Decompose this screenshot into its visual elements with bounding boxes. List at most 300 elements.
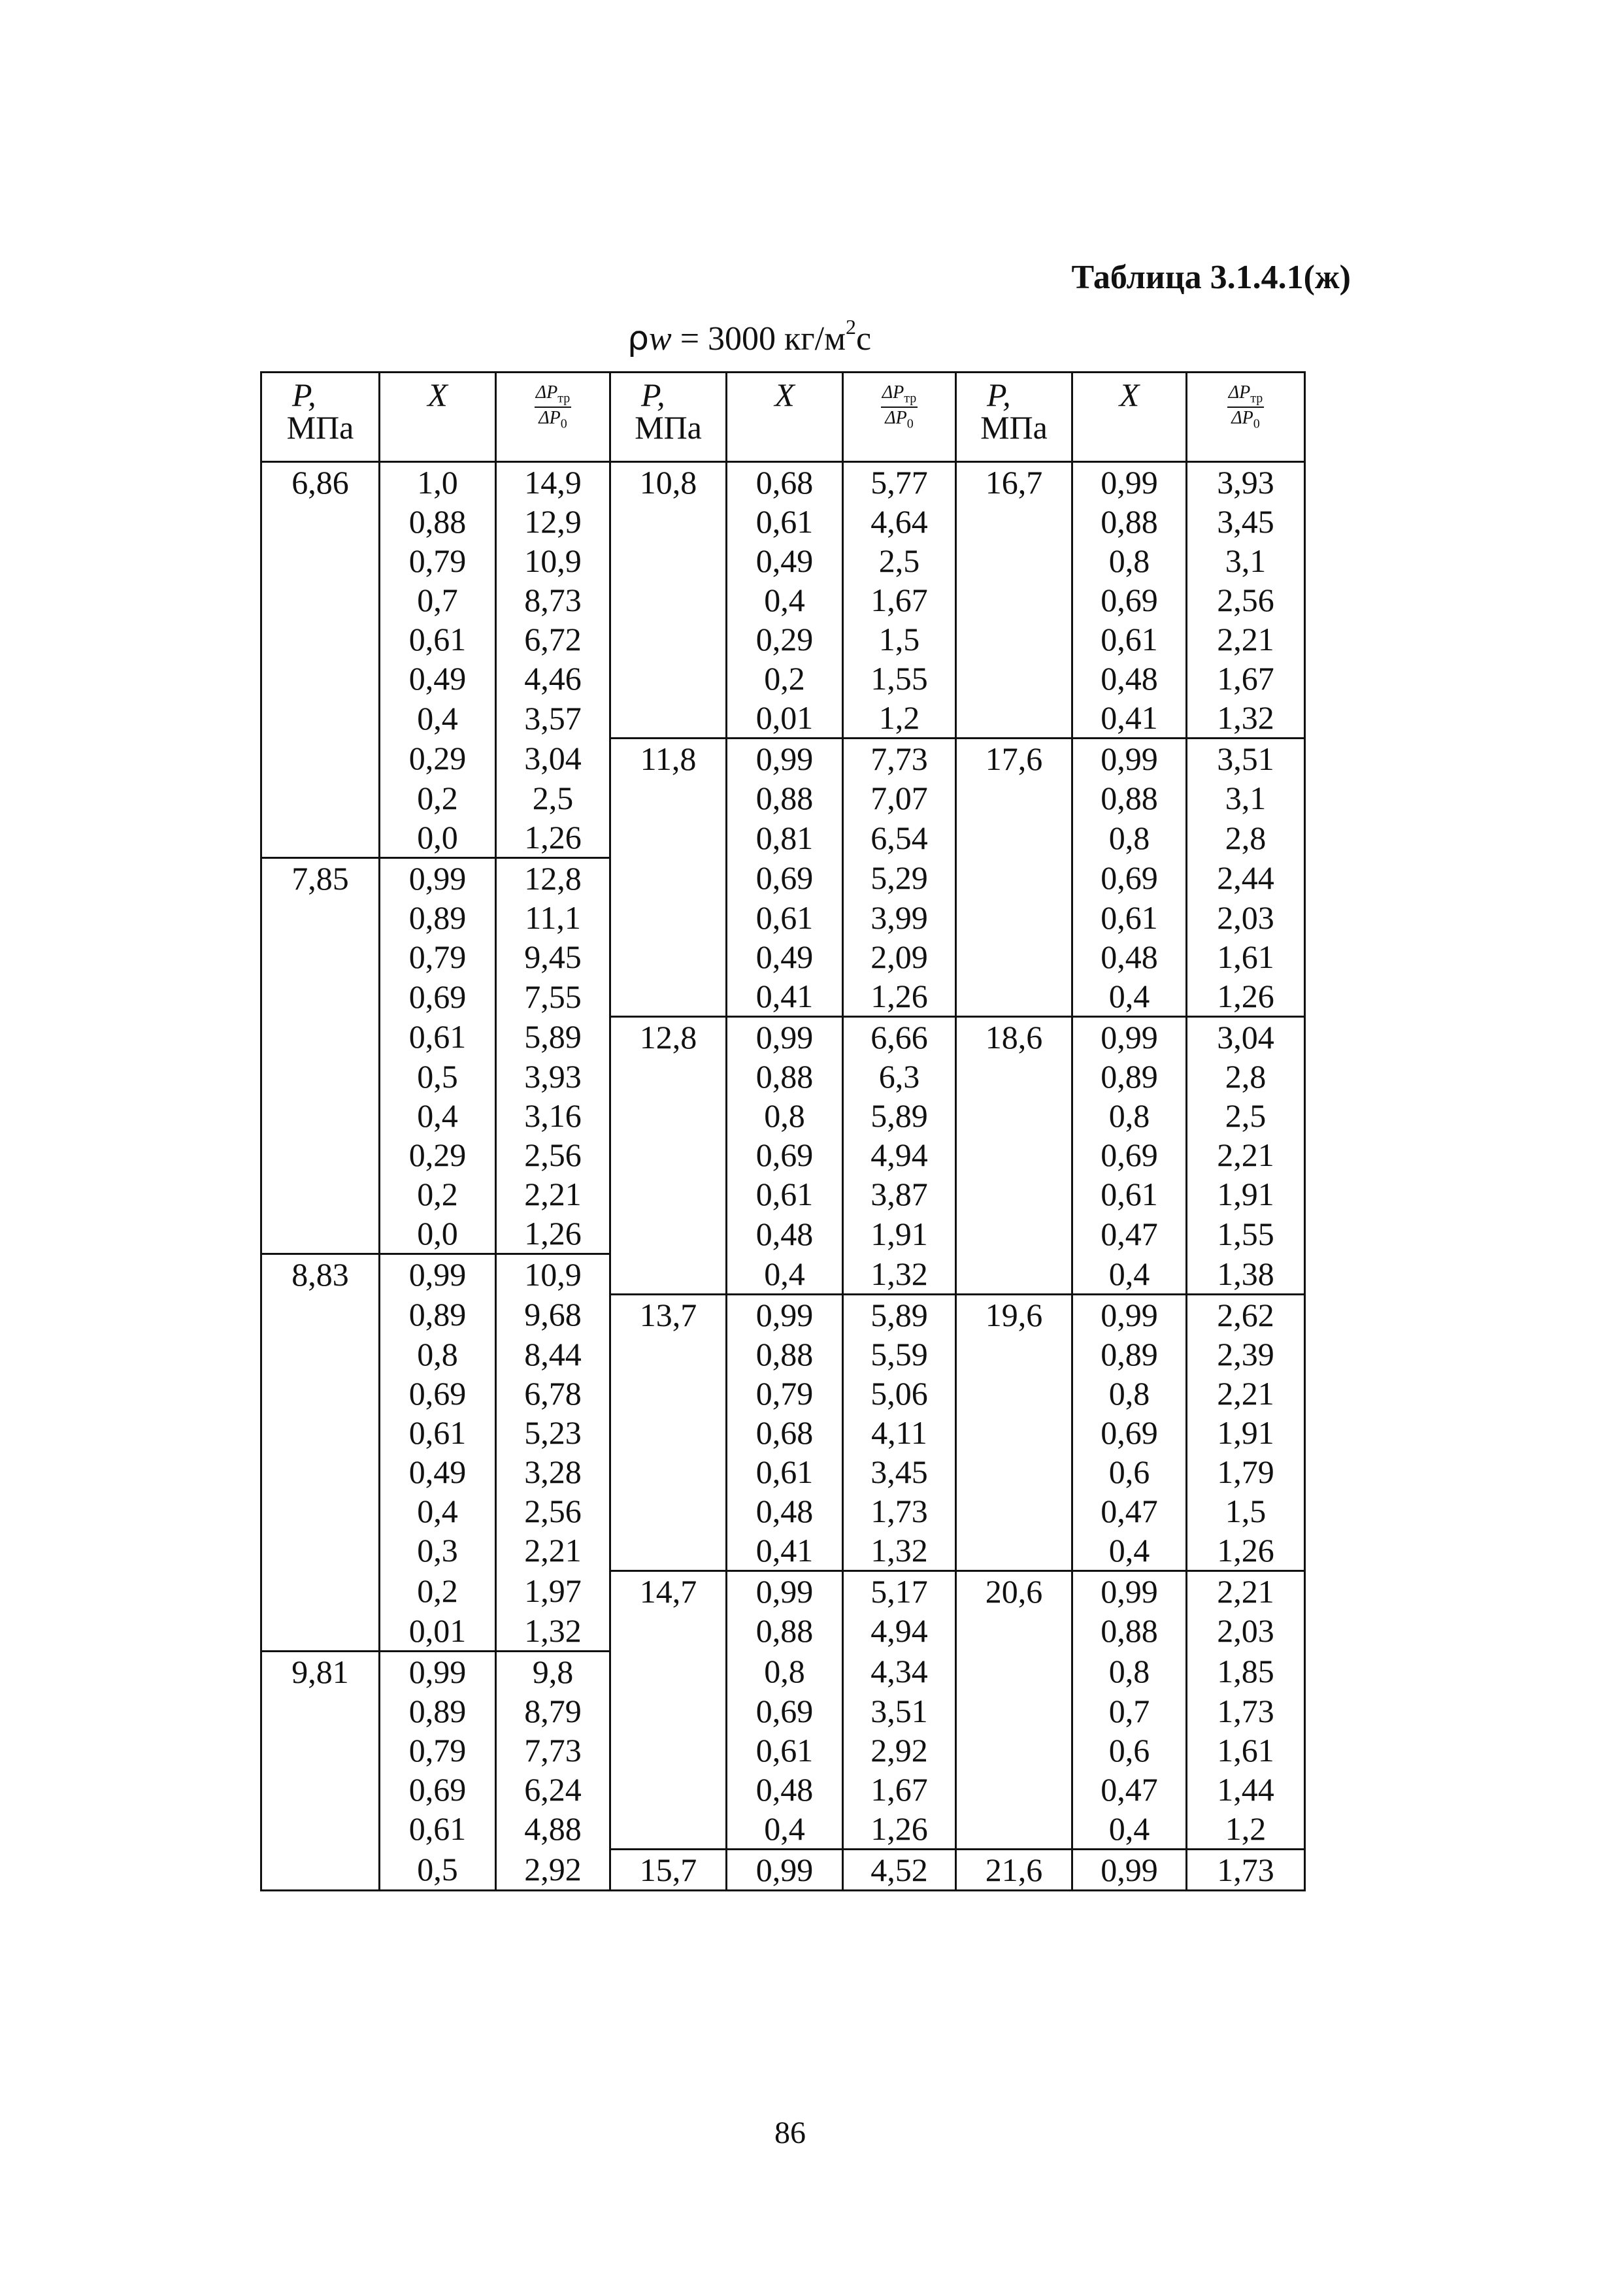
table-cell: 1,91	[1187, 1174, 1305, 1214]
table-cell: 0,41	[727, 976, 843, 1017]
table-cell	[956, 1491, 1072, 1531]
table-cell: 0,88	[727, 778, 843, 818]
table-cell: 2,92	[843, 1731, 956, 1770]
table-cell	[956, 1809, 1072, 1850]
table-cell: 0,61	[380, 1413, 496, 1452]
table-cell: 0,61	[380, 1017, 496, 1057]
table-cell	[956, 1611, 1072, 1652]
table-cell: 0,99	[1072, 1571, 1187, 1611]
table-cell: 0,41	[727, 1531, 843, 1571]
table-cell	[610, 1135, 727, 1174]
table-cell	[956, 1531, 1072, 1571]
table-cell: 0,48	[1072, 937, 1187, 976]
table-cell	[261, 1413, 380, 1452]
table-cell: 3,1	[1187, 541, 1305, 580]
table-cell: 2,56	[496, 1135, 610, 1174]
table-cell: 1,55	[843, 659, 956, 698]
table-cell	[261, 1374, 380, 1413]
table-cell: 0,7	[380, 580, 496, 620]
table-cell: 3,51	[1187, 739, 1305, 779]
table-cell	[956, 620, 1072, 659]
table-cell	[261, 541, 380, 580]
table-cell: 1,32	[496, 1611, 610, 1652]
table-cell: 1,26	[843, 976, 956, 1017]
table-row	[261, 1770, 1305, 1809]
table-cell: 0,99	[1072, 462, 1187, 503]
table-cell: 14,7	[610, 1571, 727, 1611]
table-cell: 0,5	[380, 1849, 496, 1890]
table-cell: 1,26	[496, 818, 610, 858]
header-ratio	[1187, 373, 1305, 462]
ratio-numerator: ΔP	[882, 382, 904, 403]
table-cell	[610, 1809, 727, 1850]
table-cell	[956, 541, 1072, 580]
table-cell: 2,03	[1187, 898, 1305, 937]
table-cell: 5,89	[843, 1294, 956, 1335]
table-cell	[956, 698, 1072, 739]
table-row	[261, 580, 1305, 620]
mass-flux-unit-tail: с	[855, 320, 872, 357]
table-cell	[956, 778, 1072, 818]
table-cell: 0,89	[1072, 1057, 1187, 1096]
table-cell: 0,8	[1072, 1651, 1187, 1691]
table-cell	[956, 1214, 1072, 1254]
table-cell: 0,69	[380, 1770, 496, 1809]
table-cell: 0,99	[1072, 739, 1187, 779]
table-cell	[261, 1294, 380, 1335]
table-cell: 16,7	[956, 462, 1072, 503]
table-cell	[956, 1135, 1072, 1174]
table-cell	[261, 1452, 380, 1491]
w-symbol: w	[649, 320, 672, 357]
table-row	[261, 462, 1305, 503]
table-cell: 0,4	[727, 1809, 843, 1850]
table-cell	[261, 698, 380, 739]
friction-ratio-table	[260, 371, 1306, 1891]
table-cell: 0,0	[380, 1214, 496, 1254]
header-pressure-symbol: P,	[987, 376, 1011, 413]
table-cell	[261, 1096, 380, 1135]
table-cell	[610, 976, 727, 1017]
table-row	[261, 1096, 1305, 1135]
table-row	[261, 1651, 1305, 1691]
table-cell: 0,29	[380, 1135, 496, 1174]
table-cell	[956, 898, 1072, 937]
table-cell: 6,78	[496, 1374, 610, 1413]
table-row	[261, 698, 1305, 739]
table-cell: 0,8	[1072, 1374, 1187, 1413]
table-row	[261, 1294, 1305, 1335]
table-cell	[610, 1731, 727, 1770]
table-cell: 0,69	[1072, 858, 1187, 899]
table-cell: 1,0	[380, 462, 496, 503]
table-cell: 3,04	[1187, 1017, 1305, 1057]
table-cell: 1,2	[843, 698, 956, 739]
table-cell: 3,16	[496, 1096, 610, 1135]
mass-flux-exponent: 2	[845, 315, 856, 339]
table-row	[261, 1611, 1305, 1652]
table-cell: 0,8	[727, 1651, 843, 1691]
table-cell: 0,5	[380, 1057, 496, 1096]
table-cell	[261, 937, 380, 976]
header-pressure-unit: МПа	[980, 409, 1048, 446]
table-cell: 0,2	[380, 778, 496, 818]
header-ratio	[496, 373, 610, 462]
table-cell	[261, 1571, 380, 1611]
table-cell	[261, 778, 380, 818]
table-cell	[610, 1096, 727, 1135]
table-cell	[261, 1335, 380, 1374]
table-cell: 0,88	[1072, 502, 1187, 541]
table-cell	[261, 580, 380, 620]
table-cell: 0,49	[380, 659, 496, 698]
table-cell	[956, 976, 1072, 1017]
table-row	[261, 976, 1305, 1017]
table-cell	[261, 739, 380, 779]
table-cell: 7,07	[843, 778, 956, 818]
table-cell: 0,01	[727, 698, 843, 739]
table-cell	[261, 1849, 380, 1890]
ratio-numerator-sub: тр	[1250, 391, 1263, 406]
table-row	[261, 1491, 1305, 1531]
header-quality-symbol: X	[1119, 376, 1140, 413]
table-cell: 0,89	[380, 898, 496, 937]
table-cell	[261, 1691, 380, 1731]
table-cell: 2,8	[1187, 1057, 1305, 1096]
table-cell: 0,99	[727, 1571, 843, 1611]
table-row	[261, 1531, 1305, 1571]
table-cell: 2,44	[1187, 858, 1305, 899]
table-cell: 0,4	[380, 1096, 496, 1135]
table-cell: 0,7	[1072, 1691, 1187, 1731]
table-cell: 10,8	[610, 462, 727, 503]
table-cell: 2,21	[1187, 1135, 1305, 1174]
table-cell: 0,69	[727, 1691, 843, 1731]
table-cell: 0,61	[727, 898, 843, 937]
table-cell: 0,89	[380, 1691, 496, 1731]
header-pressure	[610, 373, 727, 462]
table-cell: 0,79	[380, 937, 496, 976]
table-cell	[610, 620, 727, 659]
table-cell	[956, 1374, 1072, 1413]
table-cell: 0,99	[1072, 1017, 1187, 1057]
table-cell: 4,88	[496, 1809, 610, 1850]
table-cell: 1,32	[1187, 698, 1305, 739]
table-cell	[956, 1413, 1072, 1452]
table-cell: 11,8	[610, 739, 727, 779]
table-cell: 18,6	[956, 1017, 1072, 1057]
table-row	[261, 1254, 1305, 1295]
table-cell: 3,45	[843, 1452, 956, 1491]
table-cell: 0,6	[1072, 1731, 1187, 1770]
ratio-denominator-sub: 0	[560, 416, 567, 431]
table-cell: 1,73	[1187, 1849, 1305, 1890]
table-cell	[610, 698, 727, 739]
table-row	[261, 898, 1305, 937]
table-cell: 4,52	[843, 1849, 956, 1890]
header-quality	[1072, 373, 1187, 462]
header-pressure	[956, 373, 1072, 462]
table-cell: 9,81	[261, 1651, 380, 1691]
header-row	[261, 373, 1305, 462]
table-cell: 17,6	[956, 739, 1072, 779]
table-cell: 4,94	[843, 1135, 956, 1174]
table-cell: 1,5	[843, 620, 956, 659]
table-cell: 8,73	[496, 580, 610, 620]
table-row	[261, 858, 1305, 899]
table-cell: 2,21	[496, 1174, 610, 1214]
ratio-denominator: ΔP	[885, 407, 907, 428]
table-cell	[956, 818, 1072, 858]
table-cell: 0,48	[727, 1770, 843, 1809]
table-row	[261, 1057, 1305, 1096]
header-pressure-unit: МПа	[635, 409, 702, 446]
table-cell	[610, 858, 727, 899]
table-cell	[610, 580, 727, 620]
table-cell: 2,56	[496, 1491, 610, 1531]
table-cell: 1,26	[496, 1214, 610, 1254]
table-cell: 1,73	[1187, 1691, 1305, 1731]
table-cell: 12,8	[496, 858, 610, 899]
table-row	[261, 1809, 1305, 1850]
table-cell: 0,4	[1072, 1809, 1187, 1850]
table-cell: 5,77	[843, 462, 956, 503]
table-row	[261, 1849, 1305, 1890]
table-cell: 6,86	[261, 462, 380, 503]
table-cell: 0,79	[727, 1374, 843, 1413]
table-cell	[956, 1452, 1072, 1491]
table-cell	[261, 976, 380, 1017]
table-cell	[956, 1254, 1072, 1295]
table-cell: 5,29	[843, 858, 956, 899]
table-cell	[956, 1096, 1072, 1135]
table-cell: 3,57	[496, 698, 610, 739]
table-cell: 2,21	[1187, 620, 1305, 659]
mass-flux-value: = 3000 кг/м	[671, 320, 846, 357]
table-cell	[956, 858, 1072, 899]
table-cell: 13,7	[610, 1294, 727, 1335]
table-cell: 4,94	[843, 1611, 956, 1652]
table-cell	[956, 659, 1072, 698]
mass-flux-caption	[627, 315, 872, 358]
table-cell: 0,61	[727, 1174, 843, 1214]
table-cell: 2,8	[1187, 818, 1305, 858]
table-cell: 9,8	[496, 1651, 610, 1691]
table-cell: 4,11	[843, 1413, 956, 1452]
table-cell: 0,88	[1072, 778, 1187, 818]
table-cell: 0,2	[380, 1174, 496, 1214]
table-cell	[610, 1651, 727, 1691]
table-cell: 0,4	[1072, 976, 1187, 1017]
table-cell: 2,21	[1187, 1374, 1305, 1413]
table-cell: 1,61	[1187, 1731, 1305, 1770]
table-cell	[956, 1691, 1072, 1731]
table-cell	[261, 1057, 380, 1096]
table-cell: 0,89	[380, 1294, 496, 1335]
table-cell: 1,32	[843, 1254, 956, 1295]
table-cell: 8,83	[261, 1254, 380, 1295]
table-cell: 0,88	[380, 502, 496, 541]
table-cell: 0,4	[1072, 1254, 1187, 1295]
table-cell: 0,69	[727, 1135, 843, 1174]
table-cell: 2,5	[843, 541, 956, 580]
table-row	[261, 541, 1305, 580]
table-cell: 0,69	[727, 858, 843, 899]
table-cell: 9,45	[496, 937, 610, 976]
table-cell	[610, 778, 727, 818]
table-cell: 2,62	[1187, 1294, 1305, 1335]
table-cell: 4,46	[496, 659, 610, 698]
table-row	[261, 1413, 1305, 1452]
table-cell: 0,79	[380, 541, 496, 580]
table-cell: 0,81	[727, 818, 843, 858]
table-cell: 0,99	[727, 1294, 843, 1335]
table-cell: 0,99	[1072, 1849, 1187, 1890]
table-cell: 15,7	[610, 1849, 727, 1890]
table-cell: 5,89	[843, 1096, 956, 1135]
table-cell	[610, 1214, 727, 1254]
ratio-denominator-sub: 0	[906, 416, 914, 431]
table-cell: 0,99	[380, 1254, 496, 1295]
table-cell	[610, 1491, 727, 1531]
table-cell: 1,44	[1187, 1770, 1305, 1809]
table-cell: 8,79	[496, 1691, 610, 1731]
header-pressure-unit: МПа	[286, 409, 354, 446]
table-row	[261, 1174, 1305, 1214]
header-ratio	[843, 373, 956, 462]
table-cell: 0,48	[1072, 659, 1187, 698]
table-cell	[610, 502, 727, 541]
table-cell: 1,55	[1187, 1214, 1305, 1254]
table-cell	[261, 1214, 380, 1254]
table-cell: 0,69	[1072, 1413, 1187, 1452]
table-cell	[610, 1057, 727, 1096]
table-cell	[610, 541, 727, 580]
table-row	[261, 620, 1305, 659]
table-cell: 3,45	[1187, 502, 1305, 541]
table-row	[261, 778, 1305, 818]
table-cell: 0,8	[380, 1335, 496, 1374]
table-cell: 11,1	[496, 898, 610, 937]
table-cell: 12,9	[496, 502, 610, 541]
table-row	[261, 502, 1305, 541]
table-cell	[261, 1809, 380, 1850]
header-quality	[727, 373, 843, 462]
table-cell	[610, 818, 727, 858]
table-row	[261, 818, 1305, 858]
table-cell: 1,67	[843, 1770, 956, 1809]
ratio-denominator-sub: 0	[1253, 416, 1260, 431]
table-cell: 7,55	[496, 976, 610, 1017]
table-title: Таблица 3.1.4.1(ж)	[1071, 259, 1351, 296]
table-cell: 1,26	[1187, 976, 1305, 1017]
table-cell: 0,61	[727, 1731, 843, 1770]
header-pressure-symbol: P,	[641, 376, 665, 413]
table-body	[261, 462, 1305, 1891]
table-cell: 0,61	[1072, 1174, 1187, 1214]
table-cell: 0,3	[380, 1531, 496, 1571]
table-cell: 10,9	[496, 1254, 610, 1295]
table-cell	[610, 1770, 727, 1809]
table-cell: 3,87	[843, 1174, 956, 1214]
table-cell	[610, 898, 727, 937]
table-cell: 0,68	[727, 1413, 843, 1452]
table-cell: 1,85	[1187, 1651, 1305, 1691]
table-cell: 8,44	[496, 1335, 610, 1374]
table-cell: 1,79	[1187, 1452, 1305, 1491]
table-cell	[610, 1374, 727, 1413]
table-cell: 0,48	[727, 1491, 843, 1531]
rho-symbol: ρ	[627, 319, 650, 358]
ratio-denominator: ΔP	[1231, 407, 1253, 428]
table-cell: 6,54	[843, 818, 956, 858]
table-cell: 0,47	[1072, 1770, 1187, 1809]
table-cell: 0,4	[727, 1254, 843, 1295]
table-cell: 0,4	[1072, 1531, 1187, 1571]
table-cell: 0,29	[727, 620, 843, 659]
table-row	[261, 659, 1305, 698]
table-row	[261, 1335, 1305, 1374]
table-cell: 1,32	[843, 1531, 956, 1571]
table-cell	[261, 898, 380, 937]
header-pressure-symbol: P,	[292, 376, 316, 413]
table-cell: 1,61	[1187, 937, 1305, 976]
table-cell: 6,3	[843, 1057, 956, 1096]
table-cell	[956, 1057, 1072, 1096]
table-cell	[261, 1491, 380, 1531]
table-cell: 2,92	[496, 1849, 610, 1890]
ratio-numerator: ΔP	[535, 382, 558, 403]
table-cell: 1,91	[843, 1214, 956, 1254]
table-cell	[956, 1335, 1072, 1374]
table-cell	[261, 659, 380, 698]
table-cell: 0,99	[727, 739, 843, 779]
table-cell: 20,6	[956, 1571, 1072, 1611]
ratio-numerator: ΔP	[1228, 382, 1251, 403]
table-cell: 1,26	[843, 1809, 956, 1850]
table-cell: 0,61	[1072, 898, 1187, 937]
table-cell: 0,47	[1072, 1214, 1187, 1254]
table-cell	[956, 937, 1072, 976]
table-cell: 0,61	[380, 1809, 496, 1850]
table-row	[261, 1374, 1305, 1413]
table-cell: 0,88	[727, 1611, 843, 1652]
table-cell: 0,69	[380, 1374, 496, 1413]
table-cell: 0,01	[380, 1611, 496, 1652]
table-cell: 0,4	[727, 580, 843, 620]
table-cell: 1,2	[1187, 1809, 1305, 1850]
table-cell	[261, 1531, 380, 1571]
table-cell: 3,51	[843, 1691, 956, 1731]
table-cell: 3,93	[1187, 462, 1305, 503]
table-cell: 0,69	[1072, 1135, 1187, 1174]
table-cell: 3,04	[496, 739, 610, 779]
table-cell: 1,73	[843, 1491, 956, 1531]
table-cell: 3,93	[496, 1057, 610, 1096]
table-cell: 7,73	[496, 1731, 610, 1770]
table-cell: 1,97	[496, 1571, 610, 1611]
table-cell: 3,1	[1187, 778, 1305, 818]
table-cell	[261, 1611, 380, 1652]
table-cell: 0,69	[1072, 580, 1187, 620]
table-cell: 1,91	[1187, 1413, 1305, 1452]
table-cell	[610, 659, 727, 698]
table-cell	[956, 580, 1072, 620]
table-cell: 0,68	[727, 462, 843, 503]
table-cell: 6,66	[843, 1017, 956, 1057]
table-cell	[610, 1691, 727, 1731]
table-cell	[261, 1770, 380, 1809]
